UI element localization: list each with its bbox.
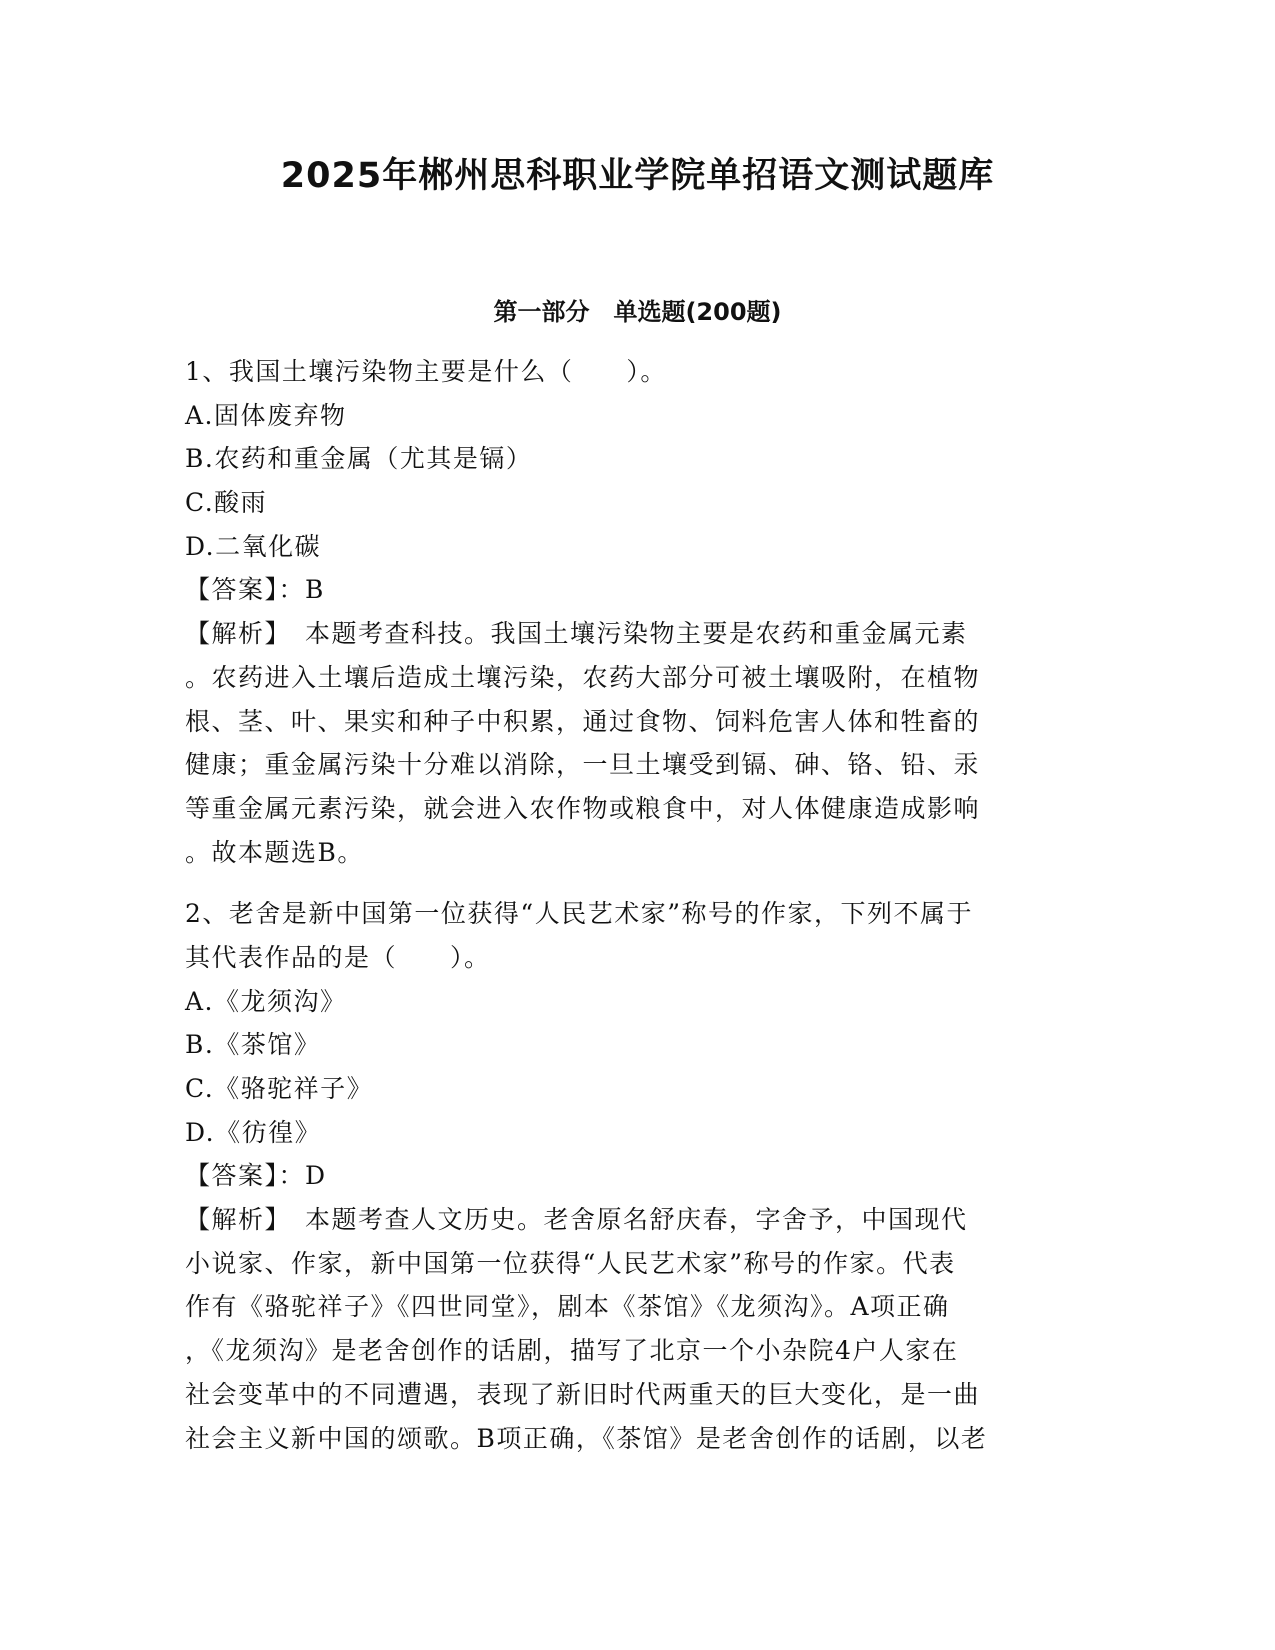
analysis-line: 。故本题选B。 xyxy=(185,837,364,867)
answer-line: 【答案】：B xyxy=(185,575,325,605)
analysis-line: 【解析】 本题考查科技。我国土壤污染物主要是农药和重金属元素 xyxy=(185,619,968,649)
question-list xyxy=(185,350,1085,1460)
option-d: D.《彷徨》 xyxy=(185,1117,322,1147)
option-c: C.《骆驼祥子》 xyxy=(185,1074,374,1103)
section-title: 第一部分 单选题(200题) xyxy=(493,298,782,326)
question-2 xyxy=(185,892,1085,1460)
option-a: A.固体废弃物 xyxy=(185,400,347,430)
analysis-line: 社会主义新中国的颂歌。B项正确，《茶馆》是老舍创作的话剧，以老 xyxy=(185,1423,988,1453)
analysis-line: 等重金属元素污染，就会进入农作物或粮食中，对人体健康造成影响 xyxy=(185,793,981,823)
option-c: C.酸雨 xyxy=(185,488,268,518)
analysis-line: 【解析】 本题考查人文历史。老舍原名舒庆春，字舍予，中国现代 xyxy=(185,1205,968,1235)
document-title: 2025年郴州思科职业学院单招语文测试题库 xyxy=(280,156,995,196)
option-b: B.农药和重金属（尤其是镉） xyxy=(185,444,533,474)
question-spacer xyxy=(185,874,1085,892)
option-d: D.二氧化碳 xyxy=(185,531,322,561)
question-stem: 其代表作品的是（ ）。 xyxy=(185,942,491,972)
answer-line: 【答案】：D xyxy=(185,1161,327,1191)
option-b: B.《茶馆》 xyxy=(185,1030,321,1060)
analysis-line: ，《龙须沟》是老舍创作的话剧，描写了北京一个小杂院4户人家在 xyxy=(185,1336,959,1366)
analysis-line: 健康；重金属污染十分难以消除，一旦土壤受到镉、砷、铬、铅、汞 xyxy=(185,750,981,780)
analysis-line: 作有《骆驼祥子》《四世同堂》，剧本《茶馆》《龙须沟》。A项正确 xyxy=(185,1292,950,1322)
option-a: A.《龙须沟》 xyxy=(185,986,347,1016)
analysis-line: 。农药进入土壤后造成土壤污染，农药大部分可被土壤吸附，在植物 xyxy=(185,662,981,692)
analysis-line: 小说家、作家，新中国第一位获得“人民艺术家”称号的作家。代表 xyxy=(185,1248,956,1278)
question-1 xyxy=(185,350,1085,874)
question-stem: 1、我国土壤污染物主要是什么（ ）。 xyxy=(185,357,667,386)
analysis-line: 社会变革中的不同遭遇，表现了新旧时代两重天的巨大变化，是一曲 xyxy=(185,1379,981,1409)
question-stem: 2、老舍是新中国第一位获得“人民艺术家”称号的作家，下列不属于 xyxy=(185,899,973,929)
analysis-line: 根、茎、叶、果实和种子中积累，通过食物、饲料危害人体和牲畜的 xyxy=(185,706,981,736)
